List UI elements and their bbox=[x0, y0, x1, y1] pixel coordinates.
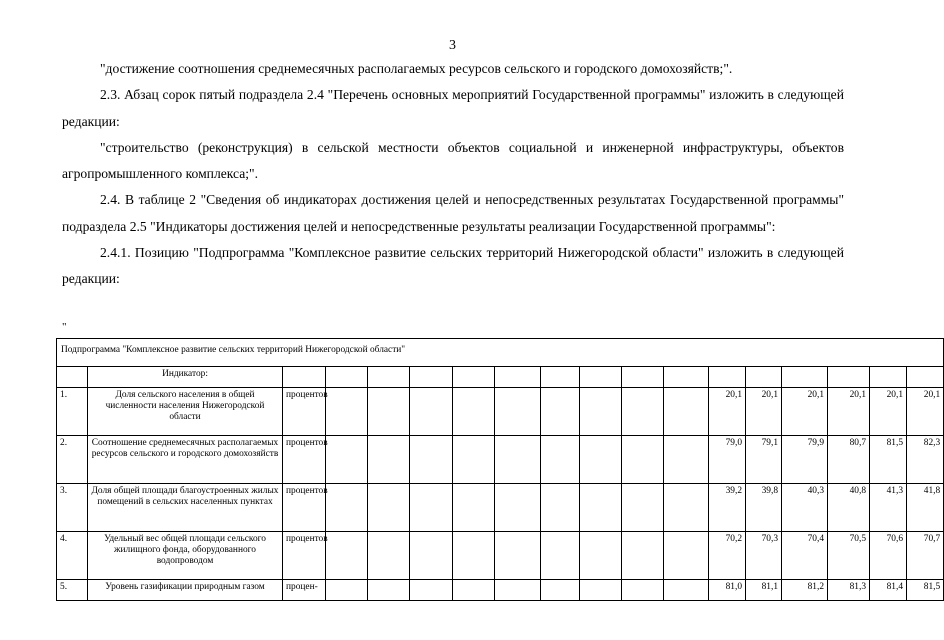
value-cell: 39,2 bbox=[709, 484, 746, 532]
paragraph-quote-construction: "строительство (реконструкция) в сельской местности объектов социальной и инженерной инфраструктуры, объектов агропромышленного комплекса;". bbox=[62, 139, 844, 182]
value-cell: 81,4 bbox=[870, 580, 907, 601]
document-body bbox=[62, 56, 844, 293]
unit-cell: процентов bbox=[283, 484, 326, 532]
value-cell: 79,0 bbox=[709, 436, 746, 484]
table-title-row bbox=[57, 339, 944, 367]
value-cell: 81,3 bbox=[828, 580, 870, 601]
unit-cell: процентов bbox=[283, 436, 326, 484]
header-empty-cell bbox=[57, 367, 88, 388]
value-cell: 70,3 bbox=[746, 532, 782, 580]
value-cell: 70,7 bbox=[907, 532, 944, 580]
value-cell: 70,5 bbox=[828, 532, 870, 580]
value-cell: 80,7 bbox=[828, 436, 870, 484]
table-header-row bbox=[57, 367, 944, 388]
row-number: 5. bbox=[57, 580, 88, 601]
subprogram-title: Подпрограмма "Комплексное развитие сельских территорий Нижегородской области" bbox=[57, 339, 944, 367]
paragraph-2-4: 2.4. В таблице 2 "Сведения об индикаторах достижения целей и непосредственных результатах Государственной программы" подраздела 2.5 "Индикаторы достижения целей и непосредственные результаты реализации Государственной программы": bbox=[62, 192, 844, 234]
paragraph-quote-end: "достижение соотношения среднемесячных располагаемых ресурсов сельского и городского домохозяйств;". bbox=[100, 61, 733, 76]
table-row bbox=[57, 532, 944, 580]
value-cell: 70,2 bbox=[709, 532, 746, 580]
unit-cell: процентов bbox=[283, 388, 326, 436]
table-row bbox=[57, 436, 944, 484]
value-cell: 40,3 bbox=[782, 484, 828, 532]
row-number: 4. bbox=[57, 532, 88, 580]
unit-cell: процен- bbox=[283, 580, 326, 601]
table-row bbox=[57, 484, 944, 532]
indicator-name: Соотношение среднемесячных располагаемых ресурсов сельского и городского домохозяйств bbox=[88, 436, 283, 484]
value-cell: 82,3 bbox=[907, 436, 944, 484]
value-cell: 81,2 bbox=[782, 580, 828, 601]
value-cell: 41,3 bbox=[870, 484, 907, 532]
unit-cell: процентов bbox=[283, 532, 326, 580]
indicator-name: Уровень газификации природным газом bbox=[88, 580, 283, 601]
indicator-name: Удельный вес общей площади сельского жилищного фонда, оборудованного водопроводом bbox=[88, 532, 283, 580]
value-cell: 70,6 bbox=[870, 532, 907, 580]
value-cell: 79,9 bbox=[782, 436, 828, 484]
indicator-header: Индикатор: bbox=[88, 367, 283, 388]
value-cell: 20,1 bbox=[782, 388, 828, 436]
value-cell: 81,5 bbox=[907, 580, 944, 601]
value-cell: 20,1 bbox=[746, 388, 782, 436]
opening-quote-mark: " bbox=[62, 321, 67, 333]
value-cell: 81,5 bbox=[870, 436, 907, 484]
value-cell: 41,8 bbox=[907, 484, 944, 532]
value-cell: 20,1 bbox=[870, 388, 907, 436]
row-number: 3. bbox=[57, 484, 88, 532]
indicator-name: Доля общей площади благоустроенных жилых помещений в сельских населенных пунктах bbox=[88, 484, 283, 532]
row-number: 1. bbox=[57, 388, 88, 436]
value-cell: 20,1 bbox=[907, 388, 944, 436]
indicators-table bbox=[56, 338, 944, 601]
table-row bbox=[57, 388, 944, 436]
value-cell: 20,1 bbox=[828, 388, 870, 436]
value-cell: 70,4 bbox=[782, 532, 828, 580]
indicator-name: Доля сельского населения в общей численности населения Нижегородской области bbox=[88, 388, 283, 436]
value-cell: 81,0 bbox=[709, 580, 746, 601]
page-number: 3 bbox=[449, 38, 456, 53]
value-cell: 81,1 bbox=[746, 580, 782, 601]
value-cell: 39,8 bbox=[746, 484, 782, 532]
value-cell: 20,1 bbox=[709, 388, 746, 436]
table-row bbox=[57, 580, 944, 601]
value-cell: 40,8 bbox=[828, 484, 870, 532]
paragraph-2-4-1: 2.4.1. Позицию "Подпрограмма "Комплексное развитие сельских территорий Нижегородской области" изложить в следующей редакции: bbox=[62, 245, 844, 287]
value-cell: 79,1 bbox=[746, 436, 782, 484]
row-number: 2. bbox=[57, 436, 88, 484]
paragraph-2-3: 2.3. Абзац сорок пятый подраздела 2.4 "Перечень основных мероприятий Государственной программы" изложить в следующей редакции: bbox=[62, 87, 844, 129]
